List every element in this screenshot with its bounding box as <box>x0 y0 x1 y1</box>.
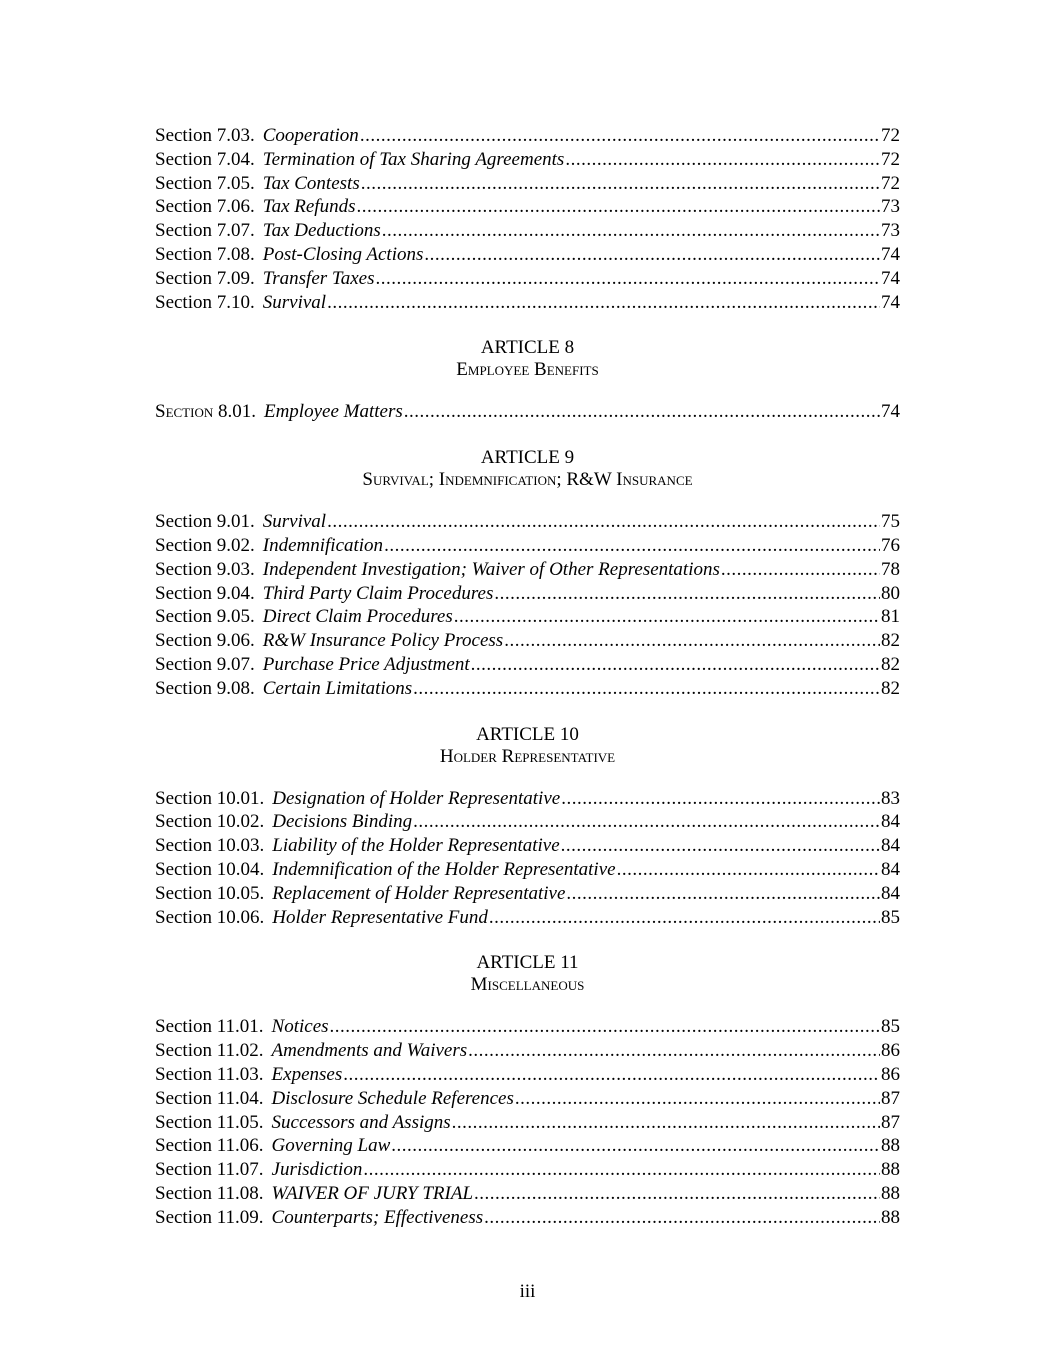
section-title: Decisions Binding <box>272 811 413 833</box>
section-number: Section 9.04. <box>155 582 255 604</box>
section-page-number: 87 <box>881 1087 900 1109</box>
section-number: Section 11.03. <box>155 1063 264 1085</box>
toc-entry[interactable] <box>155 629 900 653</box>
dot-leader <box>404 400 880 424</box>
dot-leader <box>391 1134 880 1158</box>
section-title: Tax Contests <box>262 172 360 194</box>
toc-entry[interactable] <box>155 1206 900 1230</box>
toc-entry[interactable] <box>155 124 900 148</box>
section-page-number: 87 <box>881 1111 900 1133</box>
dot-leader <box>565 148 880 172</box>
article-subtitle: Survival; Indemnification; R&W Insurance <box>362 469 693 491</box>
toc-entry[interactable] <box>155 677 900 701</box>
section-number: Section 11.07. <box>155 1159 264 1181</box>
page-number: iii <box>519 1281 536 1302</box>
toc-entry[interactable] <box>155 243 900 267</box>
dot-leader <box>413 810 880 834</box>
section-title: Cooperation <box>262 125 359 146</box>
section-number: Section 7.05. <box>155 172 255 194</box>
section-number: Section 10.05. <box>155 882 265 904</box>
section-page-number: 74 <box>881 243 900 265</box>
toc-entry[interactable] <box>155 291 900 315</box>
toc-entry[interactable] <box>155 1134 900 1158</box>
toc-entry[interactable] <box>155 1158 900 1182</box>
section-number: Section 9.05. <box>155 606 255 628</box>
section-title: Employee Matters <box>263 401 403 423</box>
section-title: Counterparts; Effectiveness <box>271 1206 484 1228</box>
section-page-number: 82 <box>881 653 900 675</box>
section-title: Third Party Claim Procedures <box>262 582 494 604</box>
section-title: Survival <box>262 511 327 533</box>
toc-entry[interactable] <box>155 858 900 882</box>
dot-leader <box>384 534 880 558</box>
table-of-contents <box>155 124 900 1230</box>
toc-entry[interactable] <box>155 1039 900 1063</box>
toc-entry[interactable] <box>155 1015 900 1039</box>
toc-entry[interactable] <box>155 219 900 243</box>
toc-entry-group <box>155 124 900 314</box>
section-page-number: 72 <box>881 148 900 170</box>
dot-leader <box>721 558 880 582</box>
dot-leader <box>468 1039 880 1063</box>
dot-leader <box>330 1015 880 1039</box>
article-subtitle: Employee Benefits <box>456 359 599 381</box>
article-header <box>155 724 900 768</box>
dot-leader <box>327 510 880 534</box>
section-title: Disclosure Schedule References <box>271 1087 514 1109</box>
section-number: Section 9.02. <box>155 534 255 556</box>
section-title: WAIVER OF JURY TRIAL <box>271 1182 474 1204</box>
section-page-number: 78 <box>881 558 900 580</box>
section-title: Post-Closing Actions <box>262 243 424 265</box>
section-title: Amendments and Waivers <box>271 1040 468 1062</box>
dot-leader <box>424 243 880 267</box>
article-heading: ARTICLE 10 <box>476 723 579 745</box>
section-number: Section 10.03. <box>155 835 265 857</box>
section-page-number: 76 <box>881 534 900 556</box>
section-title: Survival <box>262 291 327 313</box>
section-page-number: 75 <box>881 511 900 533</box>
dot-leader <box>360 124 880 148</box>
toc-entry[interactable] <box>155 172 900 196</box>
dot-leader <box>504 629 880 653</box>
dot-leader <box>356 195 880 219</box>
section-number: Section 11.02. <box>155 1040 264 1062</box>
dot-leader <box>454 605 880 629</box>
toc-entry-group <box>155 787 900 930</box>
dot-leader <box>452 1111 880 1135</box>
toc-entry-group <box>155 1015 900 1229</box>
article-header <box>155 337 900 381</box>
section-page-number: 73 <box>881 220 900 242</box>
dot-leader <box>327 291 880 315</box>
section-page-number: 88 <box>881 1159 900 1181</box>
section-title: Successors and Assigns <box>271 1111 451 1133</box>
section-title: Expenses <box>271 1063 343 1085</box>
section-number: Section 11.06. <box>155 1135 264 1157</box>
section-page-number: 88 <box>881 1135 900 1157</box>
dot-leader <box>566 882 880 906</box>
section-title: Tax Deductions <box>262 220 381 242</box>
section-number: Section 7.06. <box>155 196 255 218</box>
toc-entry[interactable] <box>155 195 900 219</box>
section-page-number: 86 <box>881 1063 900 1085</box>
toc-entry[interactable] <box>155 882 900 906</box>
section-page-number: 84 <box>881 858 900 880</box>
dot-leader <box>343 1063 880 1087</box>
dot-leader <box>376 267 881 291</box>
article-subtitle: Holder Representative <box>439 745 616 767</box>
section-title: Purchase Price Adjustment <box>262 653 470 675</box>
section-number: Section 7.10. <box>155 291 255 313</box>
section-page-number: 81 <box>881 606 900 628</box>
toc-entry[interactable] <box>155 267 900 291</box>
dot-leader <box>471 653 880 677</box>
section-number: Section 9.06. <box>155 630 255 652</box>
section-title: Liability of the Holder Representative <box>272 835 560 857</box>
section-number: Section 8.01. <box>155 401 256 423</box>
section-number: Section 10.06. <box>155 906 265 928</box>
section-page-number: 82 <box>881 677 900 699</box>
toc-entry[interactable] <box>155 1111 900 1135</box>
section-title: Termination of Tax Sharing Agreements <box>262 148 565 170</box>
section-title: Direct Claim Procedures <box>262 606 453 628</box>
section-page-number: 74 <box>881 267 900 289</box>
toc-entry[interactable] <box>155 1063 900 1087</box>
section-title: Transfer Taxes <box>262 267 375 289</box>
dot-leader <box>515 1087 880 1111</box>
section-page-number: 80 <box>881 582 900 604</box>
section-title: Designation of Holder Representative <box>272 787 561 809</box>
dot-leader <box>489 906 880 930</box>
section-page-number: 84 <box>881 882 900 904</box>
section-title: Holder Representative Fund <box>272 906 488 928</box>
article-header <box>155 952 900 996</box>
section-title: R&W Insurance Policy Process <box>262 630 504 652</box>
article-heading: ARTICLE 9 <box>480 447 575 469</box>
section-title: Notices <box>271 1016 329 1038</box>
section-number: Section 7.08. <box>155 243 255 265</box>
toc-entry[interactable] <box>155 148 900 172</box>
toc-entry[interactable] <box>155 1182 900 1206</box>
section-title: Independent Investigation; Waiver of Other Representations <box>262 558 720 580</box>
section-number: Section 11.09. <box>155 1206 264 1228</box>
section-number: Section 7.09. <box>155 267 255 289</box>
toc-entry[interactable] <box>155 906 900 930</box>
section-number: Section 9.08. <box>155 677 255 699</box>
toc-entry[interactable] <box>155 582 900 606</box>
section-page-number: 73 <box>881 196 900 218</box>
article-header <box>155 447 900 491</box>
dot-leader <box>494 582 880 606</box>
toc-entry[interactable] <box>155 653 900 677</box>
toc-entry[interactable] <box>155 834 900 858</box>
section-page-number: 74 <box>881 291 900 313</box>
section-page-number: 88 <box>881 1182 900 1204</box>
toc-entry-group <box>155 400 900 424</box>
section-title: Governing Law <box>271 1135 391 1157</box>
section-page-number: 74 <box>881 401 900 423</box>
section-page-number: 72 <box>881 125 900 146</box>
dot-leader <box>382 219 880 243</box>
section-page-number: 84 <box>881 811 900 833</box>
section-number: Section 10.04. <box>155 858 265 880</box>
toc-entry[interactable] <box>155 558 900 582</box>
section-number: Section 7.04. <box>155 148 255 170</box>
section-page-number: 72 <box>881 172 900 194</box>
article-heading: ARTICLE 8 <box>480 337 575 359</box>
section-number: Section 11.04. <box>155 1087 264 1109</box>
section-number: Section 9.03. <box>155 558 255 580</box>
section-number: Section 10.01. <box>155 787 265 809</box>
section-number: Section 11.01. <box>155 1016 264 1038</box>
toc-entry[interactable] <box>155 605 900 629</box>
toc-entry[interactable] <box>155 787 900 811</box>
dot-leader <box>361 172 880 196</box>
section-number: Section 9.01. <box>155 511 255 533</box>
section-page-number: 85 <box>881 906 900 928</box>
section-page-number: 86 <box>881 1040 900 1062</box>
section-number: Section 7.07. <box>155 220 255 242</box>
section-title: Tax Refunds <box>262 196 356 218</box>
toc-entry[interactable] <box>155 534 900 558</box>
section-page-number: 83 <box>881 787 900 809</box>
section-number: Section 9.07. <box>155 653 255 675</box>
dot-leader <box>413 677 880 701</box>
section-title: Indemnification of the Holder Representative <box>272 858 616 880</box>
toc-entry[interactable] <box>155 810 900 834</box>
section-number: Section 10.02. <box>155 811 265 833</box>
article-subtitle: Miscellaneous <box>470 974 585 996</box>
toc-entry[interactable] <box>155 510 900 534</box>
section-page-number: 82 <box>881 630 900 652</box>
toc-entry[interactable] <box>155 400 900 424</box>
section-page-number: 85 <box>881 1016 900 1038</box>
dot-leader <box>561 787 880 811</box>
section-number: Section 7.03. <box>155 125 255 146</box>
dot-leader <box>561 834 880 858</box>
dot-leader <box>474 1182 880 1206</box>
section-page-number: 84 <box>881 835 900 857</box>
toc-entry[interactable] <box>155 1087 900 1111</box>
dot-leader <box>484 1206 880 1230</box>
dot-leader <box>617 858 880 882</box>
section-title: Jurisdiction <box>271 1159 363 1181</box>
toc-entry-group <box>155 510 900 700</box>
section-title: Replacement of Holder Representative <box>272 882 566 904</box>
article-heading: ARTICLE 11 <box>476 952 579 974</box>
dot-leader <box>363 1158 880 1182</box>
section-number: Section 11.08. <box>155 1182 264 1204</box>
section-title: Certain Limitations <box>262 677 413 699</box>
section-page-number: 88 <box>881 1206 900 1228</box>
section-number: Section 11.05. <box>155 1111 264 1133</box>
section-title: Indemnification <box>262 534 384 556</box>
